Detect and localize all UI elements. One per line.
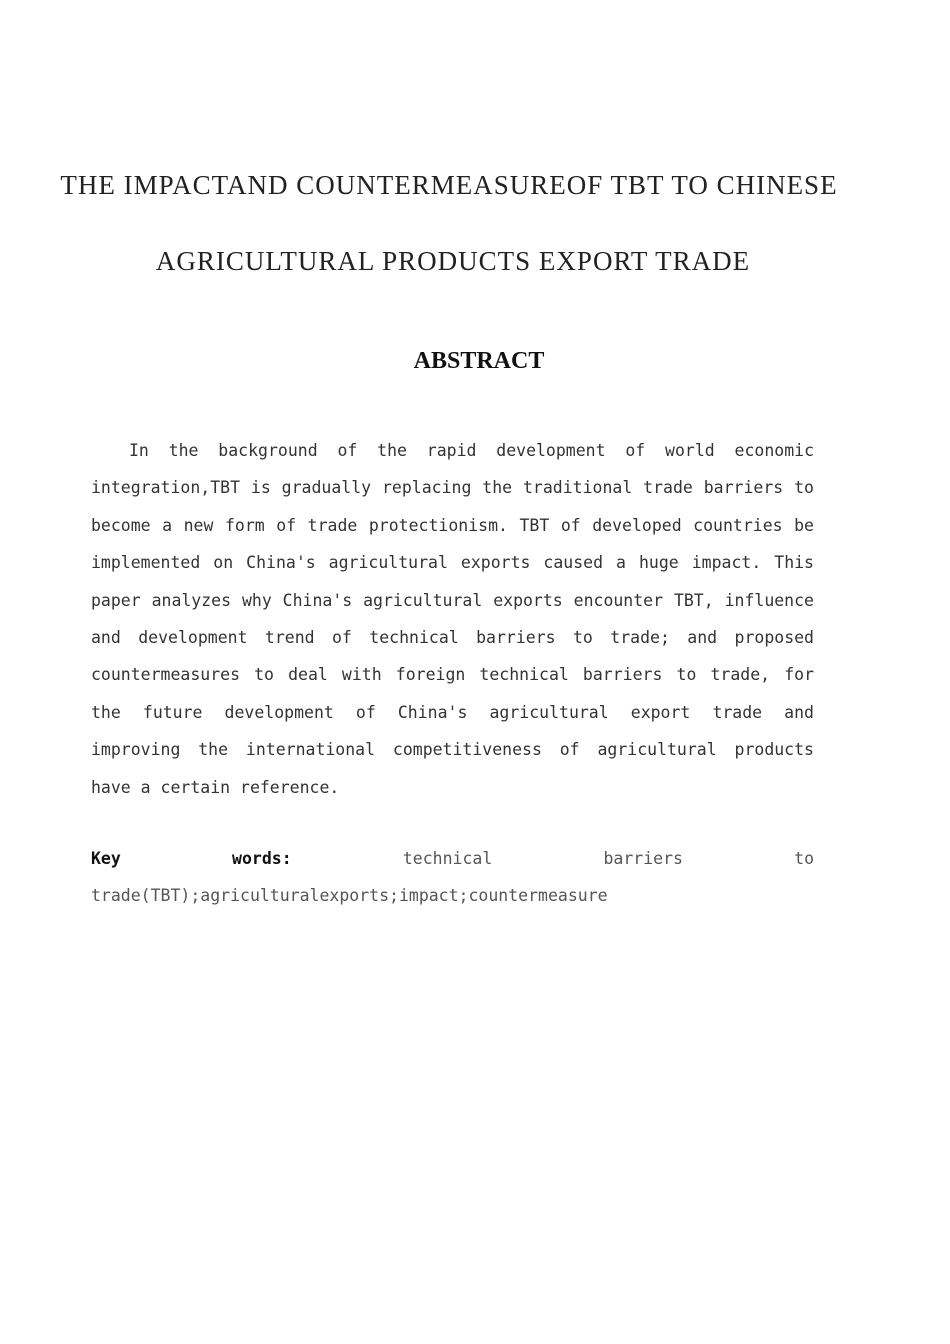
abstract-body: In the background of the rapid development of world economic integration,TBT is gradually replacing the traditional trade barriers to become a new form of trade protectionism. TBT of developed countries be implemented on China's agricultural exports caused a huge impact. This paper analyzes why China's agricultural exports encounter TBT, influence and development trend of technical barriers to trade; and proposed countermeasures to deal with foreign technical barriers to trade, for the future development of China's agricultural export trade and improving the international competitiveness of agricultural products have a certain reference. <box>91 441 814 797</box>
keywords-paragraph <box>91 840 814 915</box>
keywords-text: technical barriers to trade(TBT);agriculturalexports;impact;countermeasure <box>91 849 815 906</box>
title-line-1: THE IMPACTAND COUNTERMEASUREOF TBT TO CHINESE <box>60 170 838 200</box>
keywords-label-key: Key <box>91 849 121 868</box>
keywords-label-words: words: <box>232 849 292 868</box>
title-line-2: AGRICULTURAL PRODUCTS EXPORT TRADE <box>155 246 751 276</box>
abstract-heading: ABSTRACT <box>413 348 545 374</box>
